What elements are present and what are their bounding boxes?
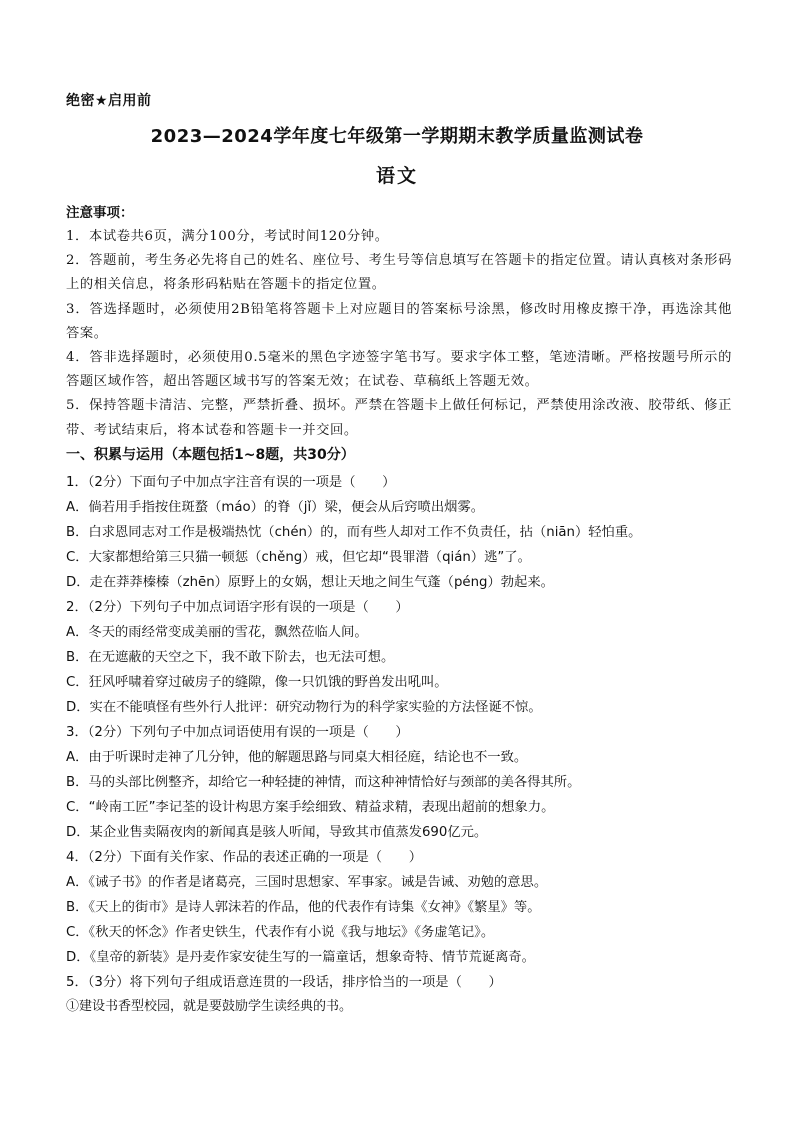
question-line: 4．（2分）下面有关作家、作品的表述正确的一项是（ ） bbox=[66, 850, 422, 865]
notice-item: 4．答非选择题时，必须使用0.5毫米的黑色字迹签字笔书写。要求字体工整，笔迹清晰。严格按题号所示的答题区域作答，超出答题区域书写的答案无效；在试卷、草稿纸上答题无效。 bbox=[66, 350, 732, 390]
question-line: 1．（2分）下面句子中加点字注音有误的一项是（ ） bbox=[66, 475, 396, 490]
subject-title: 语文 bbox=[375, 165, 418, 187]
section-heading: 一、积累与运用（本题包括1~8题，共30分） bbox=[66, 447, 355, 463]
question-line: D．某企业售卖隔夜肉的新闻真是骇人听闻，导致其市值蒸发690亿元。 bbox=[66, 825, 488, 840]
question-line: C．狂风呼啸着穿过破房子的缝隙，像一只饥饿的野兽发出吼叫。 bbox=[66, 675, 448, 690]
question-line: A．由于听课时走神了几分钟，他的解题思路与同桌大相径庭，结论也不一致。 bbox=[66, 750, 528, 765]
question-line: C．《秋天的怀念》作者史铁生，代表作有小说《我与地坛》《务虚笔记》。 bbox=[66, 925, 495, 940]
question-line: D．实在不能嗔怪有些外行人批评：研究动物行为的科学家实验的方法怪诞不惊。 bbox=[66, 700, 542, 715]
confidential-label: 绝密★启用前 bbox=[66, 93, 152, 109]
question-line: B．在无遮蔽的天空之下，我不敢下阶去，也无法可想。 bbox=[66, 650, 395, 665]
question-list bbox=[66, 470, 736, 995]
question-line: A．《诫子书》的作者是诸葛亮，三国时思想家、军事家。诫是告诫、劝勉的意思。 bbox=[66, 875, 548, 890]
notice-heading: 注意事项： bbox=[66, 205, 134, 221]
question-line: B．《天上的街市》是诗人郭沫若的作品，他的代表作有诗集《女神》《繁星》等。 bbox=[66, 900, 541, 915]
sentence-item: ①建设书香型校园，就是要鼓励学生读经典的书。 bbox=[66, 999, 353, 1014]
notice-item: 5．保持答题卡清洁、完整，严禁折叠、损坏。严禁在答题卡上做任何标记，严禁使用涂改液、胶带纸、修正带、考试结束后，将本试卷和答题卡一并交回。 bbox=[66, 398, 732, 438]
exam-title: 2023—2024学年度七年级第一学期期末教学质量监测试卷 bbox=[150, 126, 644, 147]
question-line: A．倘若用手指按住斑蝥（máo）的脊（jǐ）梁，便会从后窍喷出烟雾。 bbox=[66, 500, 485, 515]
question-line: D．走在莽莽榛榛（zhēn）原野上的女娲，想让天地之间生气蓬（péng）勃起来。 bbox=[66, 575, 554, 590]
question-line: D．《皇帝的新装》是丹麦作家安徒生写的一篇童话，想象奇特、情节荒诞离奇。 bbox=[66, 950, 535, 965]
question-line: 5．（3分）将下列句子组成语意连贯的一段话，排序恰当的一项是（ ） bbox=[66, 975, 502, 990]
question-line: B．马的头部比例整齐，却给它一种轻捷的神情，而这种神情恰好与颈部的美各得其所。 bbox=[66, 775, 581, 790]
question-line: C．大家都想给第三只猫一顿惩（chěng）戒，但它却“畏罪潜（qián）逃”了。 bbox=[66, 550, 531, 565]
notice-item: 2．答题前，考生务必先将自己的姓名、座位号、考生号等信息填写在答题卡的指定位置。请认真核对条形码上的相关信息，将条形码粘贴在答题卡的指定位置。 bbox=[66, 253, 732, 293]
question-line: 3．（2分）下列句子中加点词语使用有误的一项是（ ） bbox=[66, 725, 409, 740]
question-line: C．“岭南工匠”李记荃的设计构思方案手绘细致、精益求精，表现出超前的想象力。 bbox=[66, 800, 555, 815]
notice-item: 1．本试卷共6页，满分100分，考试时间120分钟。 bbox=[66, 229, 389, 244]
notice-item: 3．答选择题时，必须使用2B铅笔将答题卡上对应题目的答案标号涂黑，修改时用橡皮擦干净，再选涂其他答案。 bbox=[66, 301, 732, 341]
notice-list bbox=[66, 225, 732, 443]
question-line: A．冬天的雨经常变成美丽的雪花，飘然莅临人间。 bbox=[66, 625, 368, 640]
question-line: B．白求恩同志对工作是极端热忱（chén）的，而有些人却对工作不负责任，拈（niān）轻怕重。 bbox=[66, 525, 642, 540]
question-line: 2．（2分）下列句子中加点词语字形有误的一项是（ ） bbox=[66, 600, 409, 615]
